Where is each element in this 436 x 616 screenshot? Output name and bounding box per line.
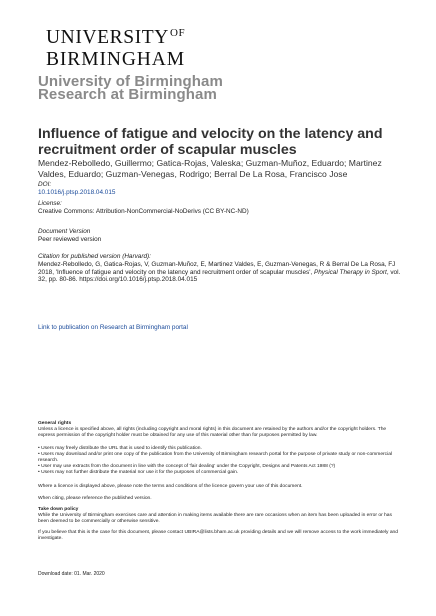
general-rights-heading: General rights <box>38 421 72 426</box>
usage-bullet-3: • User may use extracts from the document in line with the concept of 'fair dealing' under the Copyright, Designs and Patents Act 1988 (?) <box>38 464 336 469</box>
takedown-section <box>38 507 403 525</box>
licence-note: Where a licence is displayed above, please note the terms and conditions of the licence govern your use of this document. <box>38 484 303 489</box>
license-value: Creative Commons: Attribution-NonCommercial-NoDerivs (CC BY-NC-ND) <box>38 207 249 215</box>
repository-line-1: University of Birmingham <box>38 73 223 90</box>
usage-bullet-2: • Users may download and/or print one copy of the publication from the University of Birmingham research portal for the purpose of private study or non-commercial research. <box>38 452 393 463</box>
usage-bullet-4: • Users may not further distribute the material nor use it for the purposes of commercial gain. <box>38 470 239 475</box>
general-rights-text: Unless a licence is specified above, all rights (including copyright and moral rights) in this document are retained by the authors and/or the copyright holders. The express permission of the copyright holder must be obtained for any use of this material other than for purposes permitted by law. <box>38 427 387 438</box>
version-label: Document Version <box>38 228 91 235</box>
doi-link[interactable]: 10.1016/j.ptsp.2018.04.015 <box>38 188 116 196</box>
version-block <box>38 228 408 244</box>
license-block <box>38 200 408 216</box>
citation-text <box>38 261 408 284</box>
usage-bullets <box>38 446 403 476</box>
citation-text-before: Mendez-Rebolledo, G, Gatica-Rojas, V, Guzman-Muñoz, E, Martinez Valdes, E, Guzman-Venegas, R & Berral De La Rosa, FJ 2018, 'Influence of fatigue and velocity on the latency and recruitment order of scapular muscles', <box>38 260 396 276</box>
repository-name <box>38 75 223 101</box>
usage-bullet-1: • Users may freely distribute the URL that is used to identify this publication. <box>38 446 202 451</box>
university-logo <box>46 27 185 71</box>
doi-block <box>38 181 408 197</box>
logo-line-birmingham: BIRMINGHAM <box>46 49 186 70</box>
crest-icon: OF <box>170 27 186 39</box>
general-rights-section <box>38 421 403 439</box>
doi-label: DOI: <box>38 181 52 188</box>
logo-word-university: UNIVERSITY <box>46 27 169 48</box>
portal-link[interactable]: Link to publication on Research at Birmingham portal <box>38 324 188 331</box>
citation-block <box>38 253 408 284</box>
takedown-text: While the University of Birmingham exercises care and attention in making items available there are rare occasions when an item has been uploaded in error or has been deemed to be commercially or otherwise sensitive. <box>38 513 392 524</box>
citation-label: Citation for published version (Harvard): <box>38 253 151 260</box>
citation-journal: Physical Therapy in Sport <box>313 268 387 276</box>
license-label: License: <box>38 200 62 207</box>
paper-authors: Mendez-Rebolledo, Guillermo; Gatica-Rojas, Valeska; Guzman-Muñoz, Eduardo; Martinez Valdes, Eduardo; Guzman-Venegas, Rodrigo; Berral De La Rosa, Francisco Jose <box>38 158 382 179</box>
repository-line-2: Research at Birmingham <box>38 86 217 103</box>
logo-line-university <box>46 27 185 49</box>
version-value: Peer reviewed version <box>38 235 102 243</box>
download-date: Download date: 01. Mar. 2020 <box>38 571 105 577</box>
paper-title: Influence of fatigue and velocity on the latency and recruitment order of scapular muscles <box>38 126 383 158</box>
citing-note: When citing, please reference the published version. <box>38 496 152 501</box>
takedown-heading: Take down policy <box>38 507 79 512</box>
contact-note: If you believe that this is the case for this document, please contact UBIRA@lists.bham.ac.uk providing details and we will remove access to the work immediately and investigate. <box>38 530 398 541</box>
citation-text-after: , vol. 32, pp. 80-86. https://doi.org/10.1016/j.ptsp.2018.04.015 <box>38 268 401 284</box>
